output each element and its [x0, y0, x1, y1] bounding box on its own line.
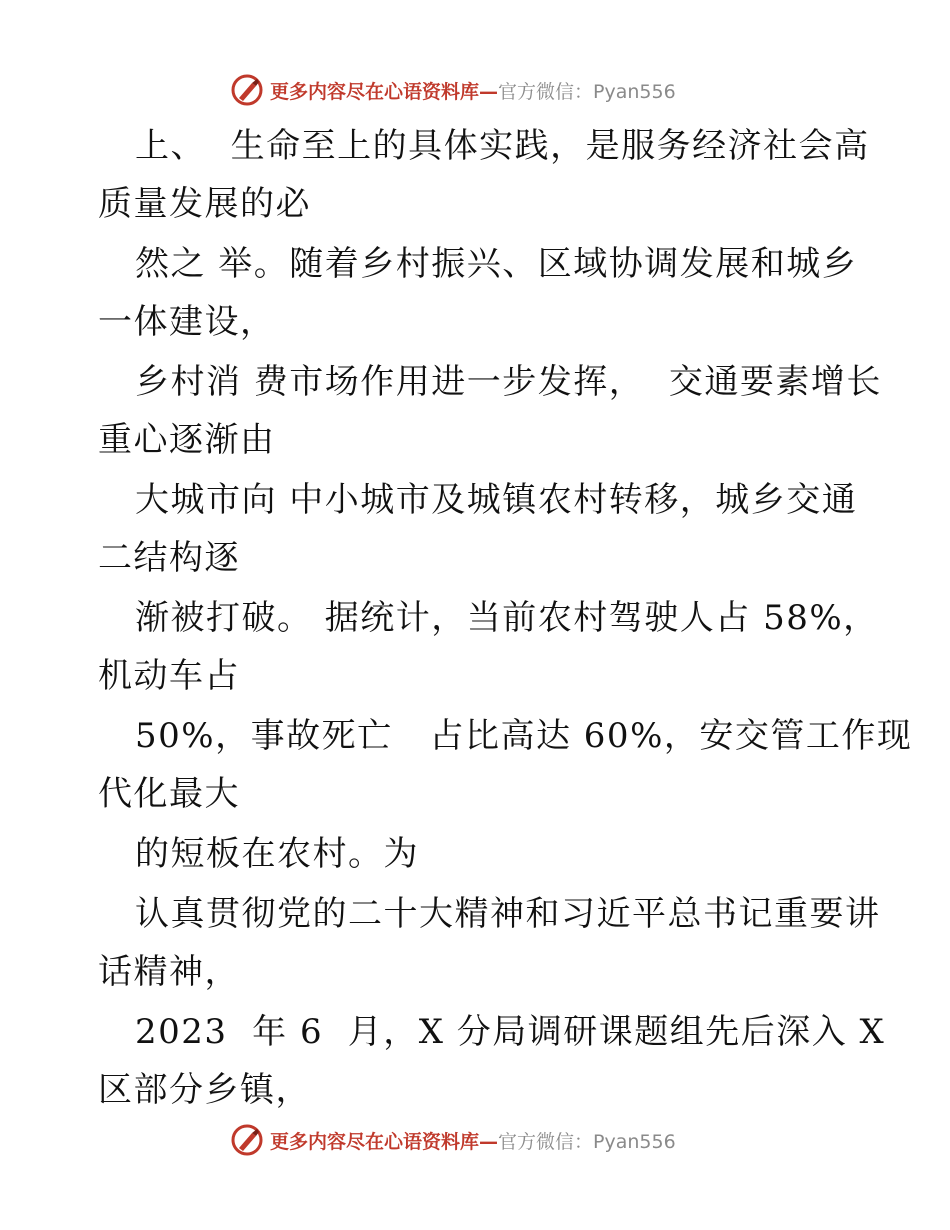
- text-line: 50%，事故死亡 占比高达 60%，安交管工作现: [135, 716, 913, 756]
- text-line: 质量发展的必: [98, 184, 311, 224]
- text-line: 大城市向 中小城市及城镇农村转移，城乡交通: [135, 480, 858, 520]
- text-line: 一体建设，: [98, 302, 276, 342]
- text-line: 认真贯彻党的二十大精神和习近平总书记重要讲: [135, 894, 881, 934]
- text-line: 上、 生命至上的具体实践，是服务经济社会高: [135, 126, 870, 166]
- header-watermark-banner: [230, 70, 750, 110]
- text-line: 乡村消 费市场作用进一步发挥， 交通要素增长: [135, 362, 882, 402]
- header-watermark-text: 更多内容尽在心语资料库—官方微信：Pyan556: [270, 80, 676, 103]
- text-line: 话精神，: [98, 952, 240, 992]
- pen-seal-logo-icon: [230, 73, 264, 107]
- text-line: 重心逐渐由: [98, 420, 276, 460]
- text-line: 然之 举。随着乡村振兴、区域协调发展和城乡: [135, 244, 858, 284]
- text-line: 区部分乡镇，: [98, 1070, 311, 1110]
- text-line: 渐被打破。 据统计，当前农村驾驶人占 58%，: [135, 598, 879, 638]
- text-line: 机动车占: [98, 656, 240, 696]
- text-line: 代化最大: [98, 774, 240, 814]
- pen-seal-logo-icon: [230, 1123, 264, 1157]
- text-line: 2023 年 6 月，X 分局调研课题组先后深入 X: [135, 1012, 886, 1052]
- footer-watermark-banner: [230, 1120, 750, 1160]
- footer-watermark-text: 更多内容尽在心语资料库—官方微信：Pyan556: [270, 1130, 676, 1153]
- text-line: 二结构逐: [98, 538, 240, 578]
- text-line: 的短板在农村。为: [135, 834, 419, 874]
